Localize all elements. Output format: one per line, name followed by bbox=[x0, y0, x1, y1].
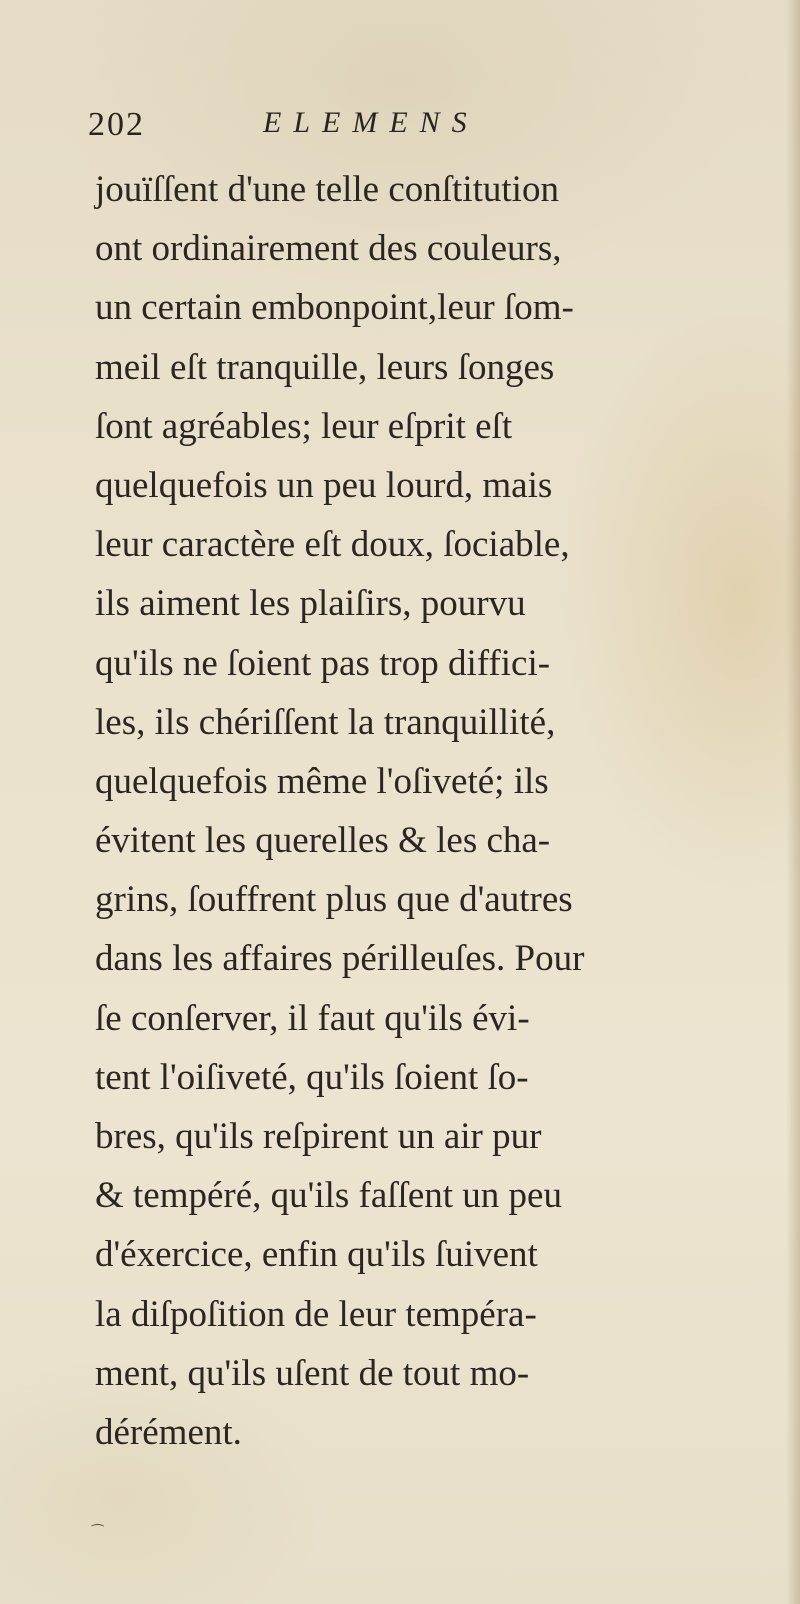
text-line: évitent les querelles & les cha- bbox=[95, 820, 551, 862]
text-line: la diſpoſition de leur tempéra- bbox=[95, 1293, 537, 1335]
text-line: d'éxercice, enfin qu'ils ſuivent bbox=[95, 1234, 538, 1276]
text-line: dérément. bbox=[95, 1411, 242, 1453]
text-line: jouïſſent d'une telle conſtitution bbox=[95, 169, 559, 210]
text-line: & tempéré, qu'ils faſſent un peu bbox=[95, 1175, 562, 1217]
text-line: ils aiment les plaiſirs, pourvu bbox=[95, 583, 526, 625]
text-line: dans les affaires périlleuſes. Pour bbox=[95, 938, 585, 980]
text-line: grins, ſouffrent plus que d'autres bbox=[95, 879, 573, 921]
page-header bbox=[88, 100, 648, 156]
text-line: leur caractère eſt doux, ſociable, bbox=[95, 524, 570, 566]
text-line: tent l'oiſiveté, qu'ils ſoient ſo- bbox=[95, 1056, 529, 1098]
text-line: ſont agréables; leur eſprit eſt bbox=[95, 405, 513, 447]
text-line: quelquefois un peu lourd, mais bbox=[95, 464, 553, 506]
text-line: ment, qu'ils uſent de tout mo- bbox=[95, 1352, 530, 1394]
running-title: ELEMENS bbox=[263, 106, 479, 139]
text-line: ont ordinairement des couleurs, bbox=[95, 228, 562, 270]
body-text bbox=[95, 160, 735, 1462]
text-line: bres, qu'ils reſpirent un air pur bbox=[95, 1116, 542, 1157]
page-number: 202 bbox=[88, 106, 145, 143]
text-line: ſe conſerver, il faut qu'ils évi- bbox=[95, 997, 530, 1039]
text-line: un certain embonpoint,leur ſom- bbox=[95, 287, 574, 329]
text-line: qu'ils ne ſoient pas trop diffici- bbox=[95, 642, 551, 684]
text-line: meil eſt tranquille, leurs ſonges bbox=[95, 346, 555, 388]
text-line: les, ils chériſſent la tranquillité, bbox=[95, 701, 556, 743]
printer-mark: ⁀ bbox=[92, 1525, 104, 1541]
text-line: quelquefois même l'oſiveté; ils bbox=[95, 760, 549, 802]
page-edge-shadow bbox=[786, 0, 800, 1604]
